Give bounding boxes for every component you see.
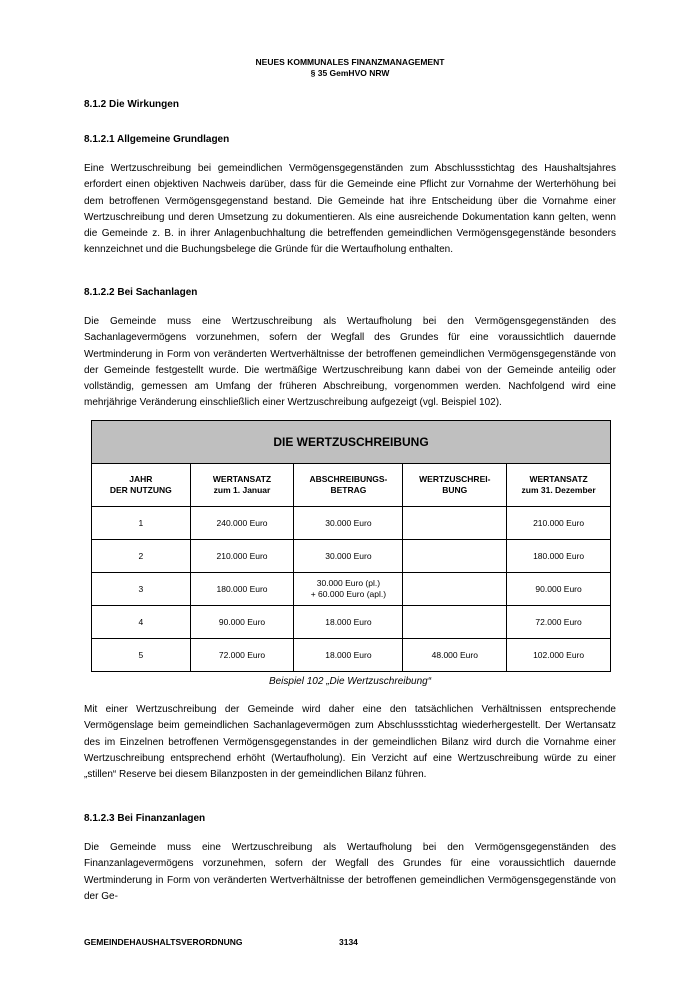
cell-jahr: 5 xyxy=(92,639,191,672)
cell-dezember: 72.000 Euro xyxy=(507,606,611,639)
column-header-wertzuschreibung: WERTZUSCHREI- BUNG xyxy=(403,464,507,507)
cell-abschreibung: 30.000 Euro xyxy=(294,540,403,573)
header-title: NEUES KOMMUNALES FINANZMANAGEMENT xyxy=(255,57,445,67)
cell-dezember: 210.000 Euro xyxy=(507,507,611,540)
cell-januar: 180.000 Euro xyxy=(190,573,294,606)
column-header-jahr: JAHR DER NUTZUNG xyxy=(92,464,191,507)
cell-januar: 90.000 Euro xyxy=(190,606,294,639)
cell-abschreibung: 30.000 Euro xyxy=(294,507,403,540)
cell-dezember: 102.000 Euro xyxy=(507,639,611,672)
footer-title: GEMEINDEHAUSHALTSVERORDNUNG xyxy=(84,937,243,947)
cell-januar: 210.000 Euro xyxy=(190,540,294,573)
cell-jahr: 3 xyxy=(92,573,191,606)
column-header-abschreibungsbetrag: ABSCHREIBUNGS- BETRAG xyxy=(294,464,403,507)
cell-jahr: 2 xyxy=(92,540,191,573)
column-header-wertansatz-dezember: WERTANSATZ zum 31. Dezember xyxy=(507,464,611,507)
section-heading-sachanlagen: 8.1.2.2 Bei Sachanlagen xyxy=(84,287,198,298)
table-row xyxy=(92,573,611,606)
cell-dezember: 180.000 Euro xyxy=(507,540,611,573)
cell-zuschreibung xyxy=(403,606,507,639)
table-caption: Beispiel 102 „Die Wertzuschreibung“ xyxy=(268,676,432,687)
table-row xyxy=(92,540,611,573)
column-header-wertansatz-januar: WERTANSATZ zum 1. Januar xyxy=(190,464,294,507)
section-heading-wirkungen: 8.1.2 Die Wirkungen xyxy=(84,99,179,110)
paragraph-after-table: Mit einer Wertzuschreibung der Gemeinde wird daher eine den tatsächlichen Verhältnissen entsprechende Vermögenslage beim gemeindlichen Sachanlagevermögen zum Abschlussstichtag wiederhergestellt. Der Wertansatz des im Einzelnen betroffenen Vermögensgegenstandes in der gemeindlichen Bilanz wird durch die Vornahme einer Wertzuschreibung entsprechend erhöht (Wertaufholung). Ein Verzicht auf eine Wertzuschreibung würde zu einer „stillen“ Reserve bei diesem Bilanzposten in der gemeindlichen Bilanz führen. xyxy=(84,704,616,781)
header-subtitle: § 35 GemHVO NRW xyxy=(310,68,390,78)
cell-zuschreibung: 48.000 Euro xyxy=(403,639,507,672)
cell-zuschreibung xyxy=(403,507,507,540)
page-number: 3134 xyxy=(339,937,358,947)
page-header xyxy=(0,57,700,79)
cell-abschreibung: 18.000 Euro xyxy=(294,639,403,672)
section-heading-finanzanlagen: 8.1.2.3 Bei Finanzanlagen xyxy=(84,813,206,824)
cell-dezember: 90.000 Euro xyxy=(507,573,611,606)
paragraph-finanzanlagen: Die Gemeinde muss eine Wertzuschreibung als Wertaufholung bei den Vermögensgegenständen des Finanzanlagevermögens vorzunehmen, sofern der Wegfall des Grundes für eine voraussichtlich dauernde Wertminderung in Form von veränderten Wertverhältnisse der betroffenen gemeindlichen Vermögensgegenstände von der Ge- xyxy=(84,842,616,902)
cell-januar: 240.000 Euro xyxy=(190,507,294,540)
paragraph-sachanlagen: Die Gemeinde muss eine Wertzuschreibung als Wertaufholung bei den Vermögensgegenständen des Sachanlagevermögens vorzunehmen, sofern der Wegfall des Grundes für eine voraussichtlich dauernde Wertminderung in Form von veränderten Wertverhältnisse der betroffenen gemeindlichen Vermögensgegenstände von der Gemeinde festgestellt wurde. Die wertmäßige Wertzuschreibung kann dabei von der Gemeinde anteilig oder vollständig, gemessen am Umfang der früheren Abschreibung, vorgenommen werden. Nachfolgend wird eine mehrjährige Veränderung einschließlich einer Wertzuschreibung aufgezeigt (vgl. Beispiel 102). xyxy=(84,316,616,409)
cell-jahr: 4 xyxy=(92,606,191,639)
table-row xyxy=(92,606,611,639)
cell-abschreibung: 18.000 Euro xyxy=(294,606,403,639)
table-row xyxy=(92,507,611,540)
table-header-row xyxy=(92,464,611,507)
cell-zuschreibung xyxy=(403,573,507,606)
wertzuschreibung-table xyxy=(91,420,611,672)
paragraph-grundlagen: Eine Wertzuschreibung bei gemeindlichen Vermögensgegenständen zum Abschlussstichtag des Haushaltsjahres erfordert einen objektiven Nachweis darüber, dass für die Gemeinde eine Pflicht zur Vornahme der Werterhöhung bei dem betroffenen Vermögensgegenstand bestand. Die Gemeinde hat ihre Entscheidung über die Vornahme einer Wertzuschreibung und deren Umsetzung zu dokumentieren. Als eine ausreichende Dokumentation kann gelten, wenn die Gemeinde z. B. in ihrer Anlagenbuchhaltung die betreffenden gemeindlichen Vermögensgegenstände besonders kennzeichnet und die Buchungsbelege die Gründe für die Wertaufholung enthalten. xyxy=(84,163,616,256)
cell-januar: 72.000 Euro xyxy=(190,639,294,672)
table-title: DIE WERTZUSCHREIBUNG xyxy=(92,421,611,464)
table-row xyxy=(92,639,611,672)
section-heading-grundlagen: 8.1.2.1 Allgemeine Grundlagen xyxy=(84,134,230,145)
cell-abschreibung: 30.000 Euro (pl.) + 60.000 Euro (apl.) xyxy=(294,573,403,606)
cell-jahr: 1 xyxy=(92,507,191,540)
cell-zuschreibung xyxy=(403,540,507,573)
